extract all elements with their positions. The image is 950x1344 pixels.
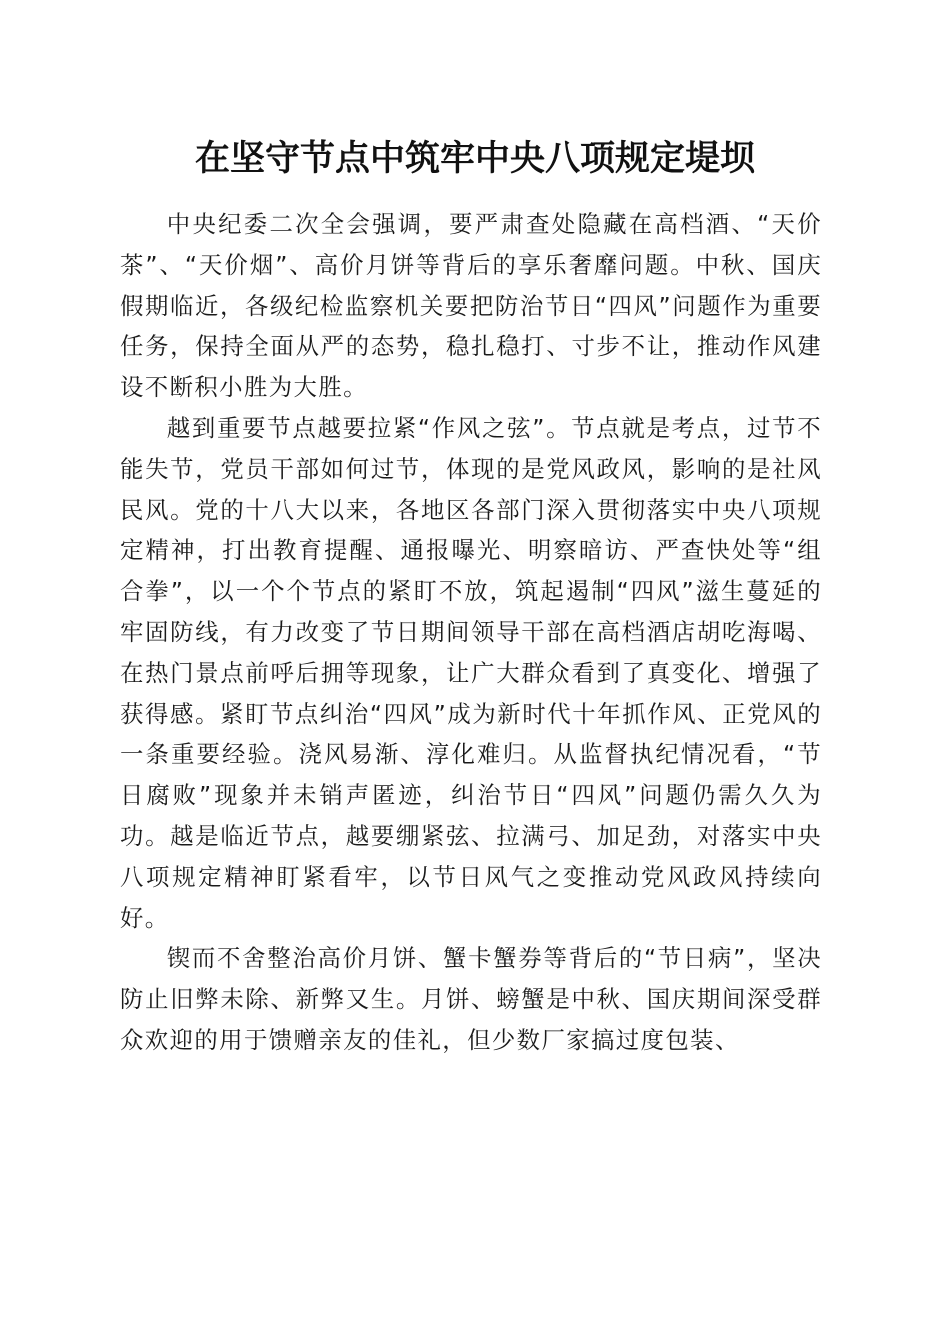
document-body <box>120 204 822 1061</box>
paragraph: 锲而不舍整治高价月饼、蟹卡蟹券等背后的“节日病”，坚决防止旧弊未除、新弊又生。月饼、螃蟹是中秋、国庆期间深受群众欢迎的用于馈赠亲友的佳礼，但少数厂家搞过度包装、 <box>120 944 822 1054</box>
paragraph: 越到重要节点越要拉紧“作风之弦”。节点就是考点，过节不能失节，党员干部如何过节，体现的是党风政风，影响的是社风民风。党的十八大以来，各地区各部门深入贯彻落实中央八项规定精神，打出教育提醒、通报曝光、明察暗访、严查快处等“组合拳”，以一个个节点的紧盯不放，筑起遏制“四风”滋生蔓延的牢固防线，有力改变了节日期间领导干部在高档酒店胡吃海喝、在热门景点前呼后拥等现象，让广大群众看到了真变化、增强了获得感。紧盯节点纠治“四风”成为新时代十年抓作风、正党风的一条重要经验。浇风易渐、淳化难归。从监督执纪情况看，“节日腐败”现象并未销声匿迹，纠治节日“四风”问题仍需久久为功。越是临近节点，越要绷紧弦、拉满弓、加足劲，对落实中央八项规定精神盯紧看牢，以节日风气之变推动党风政风持续向好。 <box>120 413 822 932</box>
paragraph: 中央纪委二次全会强调，要严肃查处隐藏在高档酒、“天价茶”、“天价烟”、高价月饼等背后的享乐奢靡问题。中秋、国庆假期临近，各级纪检监察机关要把防治节日“四风”问题作为重要任务，保持全面从严的态势，稳扎稳打、寸步不让，推动作风建设不断积小胜为大胜。 <box>120 210 822 402</box>
document-title: 在坚守节点中筑牢中央八项规定堤坝 <box>194 138 755 179</box>
